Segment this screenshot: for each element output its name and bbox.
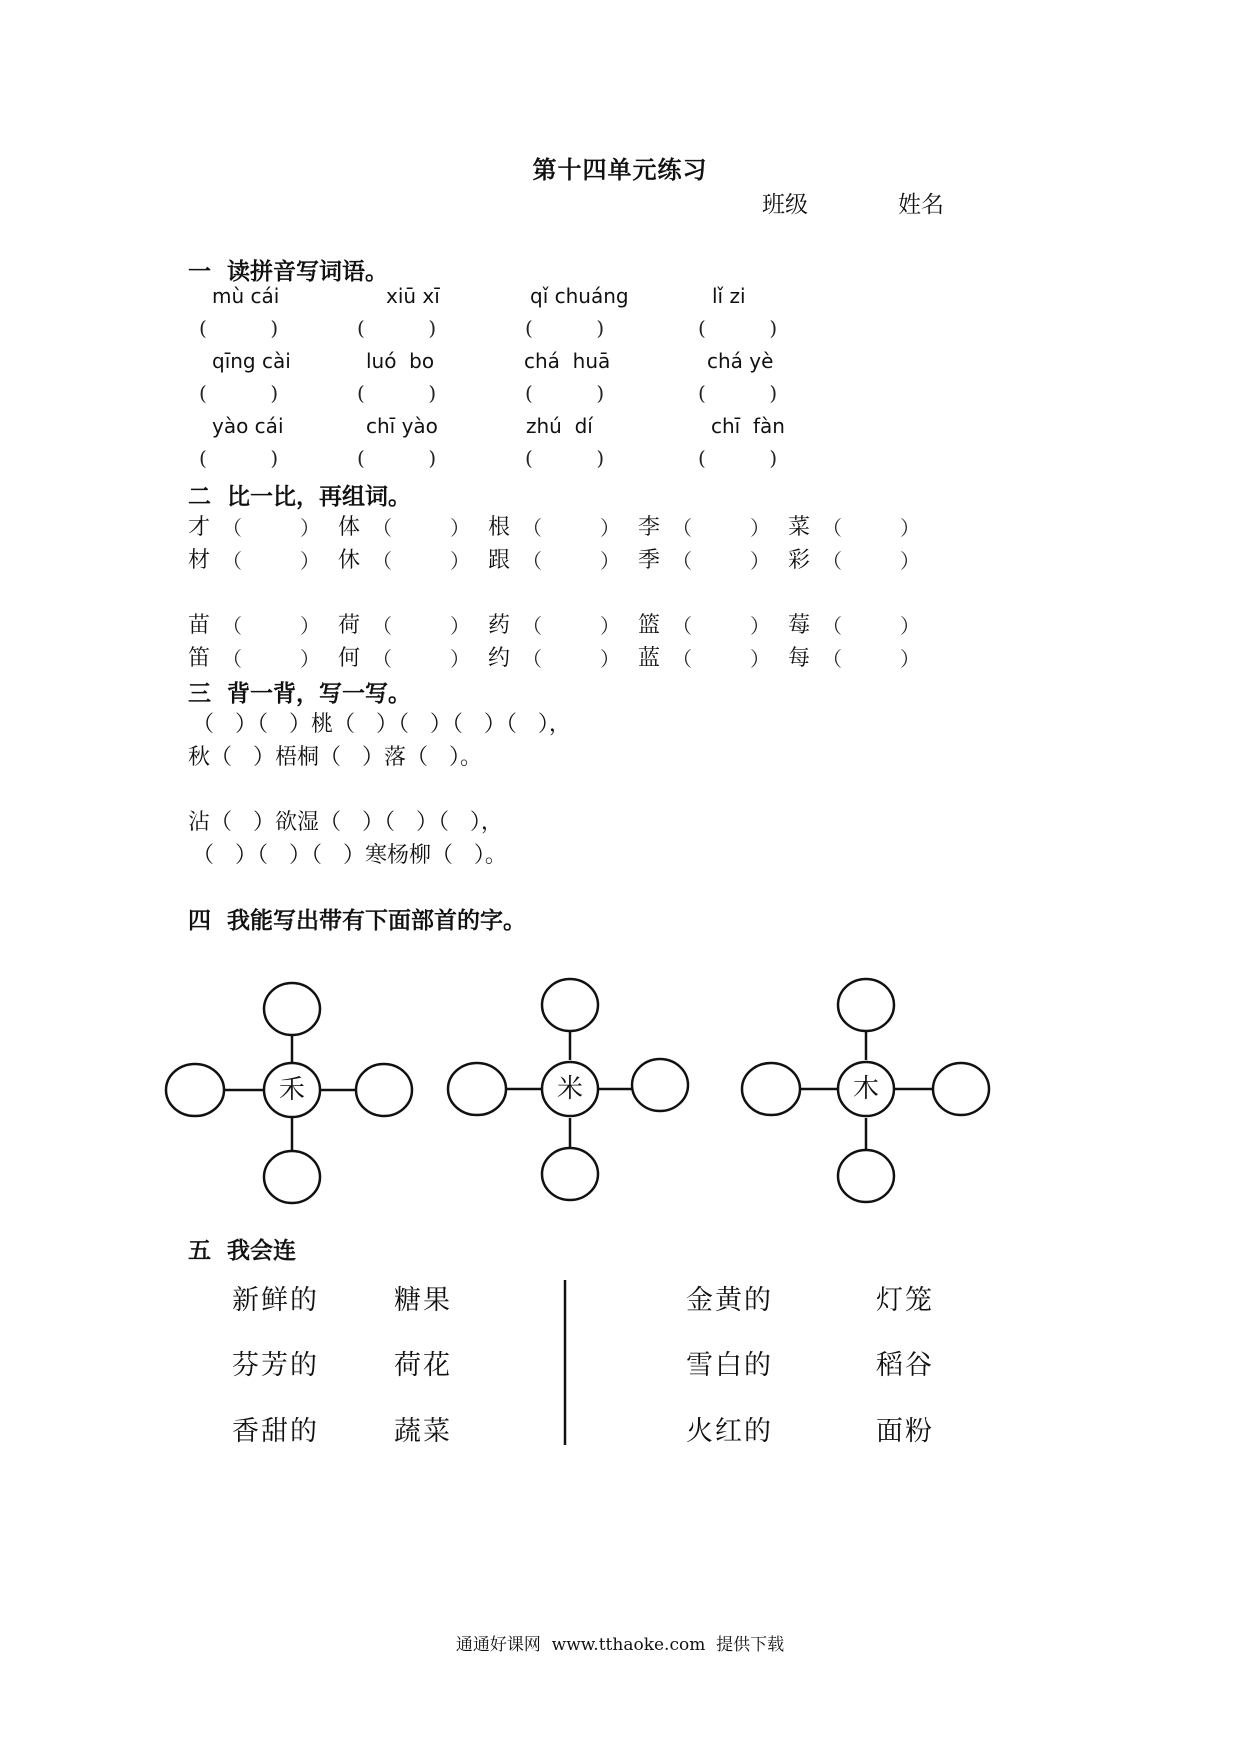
paren-close: ） [450,516,470,540]
answer-blank: ( ) [698,381,778,405]
pinyin-word: xiū xī [386,284,440,308]
compare-char: 李 [638,515,661,540]
answer-blank: ( ) [698,316,778,340]
compare-char: 季 [638,548,661,573]
paren-close: ） [300,647,320,671]
poem-line: （ ）（ ）桃（ ）（ ）（ ）（ ）， [192,712,571,737]
section4-heading: 四 我能写出带有下面部首的字。 [188,907,527,934]
empty-circle[interactable] [542,1148,598,1200]
compare-char: 约 [488,646,511,671]
section1-heading: 一 读拼音写词语。 [188,258,389,285]
compare-char: 每 [788,646,811,671]
compare-char: 何 [338,646,361,671]
empty-circle[interactable] [632,1059,688,1111]
paren-open: （ [222,647,242,671]
class-label: 班级 [762,192,808,218]
compare-char: 篮 [638,613,661,638]
empty-circle[interactable] [264,1151,320,1203]
poem-line: （ ）（ ）（ ）寒杨柳（ ）。 [192,843,507,868]
answer-blank: ( ) [357,316,437,340]
paren-open: （ [522,549,542,573]
name-label: 姓名 [898,192,944,218]
section3-heading: 三 背一背，写一写。 [188,680,412,707]
paren-open: （ [822,614,842,638]
answer-blank: ( ) [199,316,279,340]
pinyin-word: zhú dí [526,414,593,438]
compare-char: 药 [488,613,511,638]
match-noun[interactable]: 蔬菜 [394,1416,452,1447]
paren-close: ） [750,614,770,638]
pinyin-word: qīng cài [212,349,291,373]
pinyin-word: chá yè [707,349,774,373]
paren-open: （ [372,516,392,540]
paren-close: ） [900,614,920,638]
paren-close: ） [600,614,620,638]
paren-open: （ [372,549,392,573]
compare-char: 菜 [788,515,811,540]
compare-char: 莓 [788,613,811,638]
paren-open: （ [672,516,692,540]
radical-label: 禾 [278,1075,306,1105]
poem-line: 沾（ ）欲湿（ ）（ ）（ ）， [188,810,503,835]
empty-circle[interactable] [742,1063,800,1115]
match-adjective[interactable]: 金黄的 [686,1285,773,1316]
match-noun[interactable]: 面粉 [876,1416,934,1447]
poem-line: 秋（ ）梧桐（ ）落（ ）。 [188,745,482,770]
paren-open: （ [222,549,242,573]
match-adjective[interactable]: 雪白的 [686,1350,773,1381]
paren-close: ） [450,614,470,638]
match-adjective[interactable]: 芬芳的 [232,1350,319,1381]
paren-close: ） [300,516,320,540]
paren-open: （ [672,614,692,638]
footer-text: 通通好课网 www.tthaoke.com 提供下载 [455,1635,785,1655]
pinyin-word: qǐ chuáng [530,284,629,308]
paren-open: （ [372,647,392,671]
paren-open: （ [222,614,242,638]
paren-close: ） [750,516,770,540]
answer-blank: ( ) [199,381,279,405]
paren-open: （ [672,647,692,671]
answer-blank: ( ) [698,446,778,470]
paren-open: （ [222,516,242,540]
paren-close: ） [450,549,470,573]
compare-char: 材 [188,548,211,573]
paren-open: （ [822,516,842,540]
match-adjective[interactable]: 新鲜的 [232,1285,319,1316]
paren-open: （ [822,549,842,573]
compare-char: 跟 [488,548,511,573]
empty-circle[interactable] [838,979,894,1031]
match-adjective[interactable]: 香甜的 [232,1416,319,1447]
paren-close: ） [600,549,620,573]
paren-close: ） [300,614,320,638]
compare-char: 休 [338,548,361,573]
radical-label: 米 [556,1074,584,1104]
compare-char: 彩 [788,548,811,573]
match-noun[interactable]: 灯笼 [876,1285,934,1316]
paren-close: ） [900,549,920,573]
paren-close: ） [900,647,920,671]
pinyin-word: chá huā [524,349,611,373]
answer-blank: ( ) [525,316,605,340]
paren-close: ） [600,647,620,671]
pinyin-word: lǐ zi [712,284,746,308]
section5-heading: 五 我会连 [188,1237,297,1264]
paren-close: ） [600,516,620,540]
paren-close: ） [450,647,470,671]
compare-char: 笛 [188,646,211,671]
empty-circle[interactable] [448,1063,506,1115]
empty-circle[interactable] [356,1064,412,1116]
match-noun[interactable]: 荷花 [394,1350,452,1381]
empty-circle[interactable] [166,1064,224,1116]
compare-char: 才 [188,515,211,540]
compare-char: 体 [338,515,361,540]
empty-circle[interactable] [933,1063,989,1115]
paren-close: ） [300,549,320,573]
empty-circle[interactable] [264,983,320,1035]
pinyin-word: chī yào [366,414,438,438]
match-adjective[interactable]: 火红的 [686,1416,773,1447]
compare-char: 荷 [338,613,361,638]
paren-open: （ [522,647,542,671]
paren-open: （ [522,516,542,540]
pinyin-word: yào cái [212,414,284,438]
pinyin-word: mù cái [212,284,280,308]
match-noun[interactable]: 糖果 [394,1285,452,1316]
compare-char: 根 [488,515,511,540]
answer-blank: ( ) [525,381,605,405]
pinyin-word: luó bo [366,349,435,373]
paren-close: ） [750,549,770,573]
answer-blank: ( ) [525,446,605,470]
empty-circle[interactable] [838,1150,894,1202]
paren-close: ） [750,647,770,671]
paren-close: ） [900,516,920,540]
page-title: 第十四单元练习 [532,155,708,184]
answer-blank: ( ) [357,446,437,470]
compare-char: 蓝 [638,646,661,671]
paren-open: （ [672,549,692,573]
paren-open: （ [372,614,392,638]
paren-open: （ [522,614,542,638]
paren-open: （ [822,647,842,671]
empty-circle[interactable] [542,979,598,1031]
answer-blank: ( ) [199,446,279,470]
radical-label: 木 [852,1074,880,1104]
compare-char: 苗 [188,613,211,638]
pinyin-word: chī fàn [711,414,785,438]
section2-heading: 二 比一比，再组词。 [188,483,412,510]
answer-blank: ( ) [357,381,437,405]
match-noun[interactable]: 稻谷 [876,1350,934,1381]
